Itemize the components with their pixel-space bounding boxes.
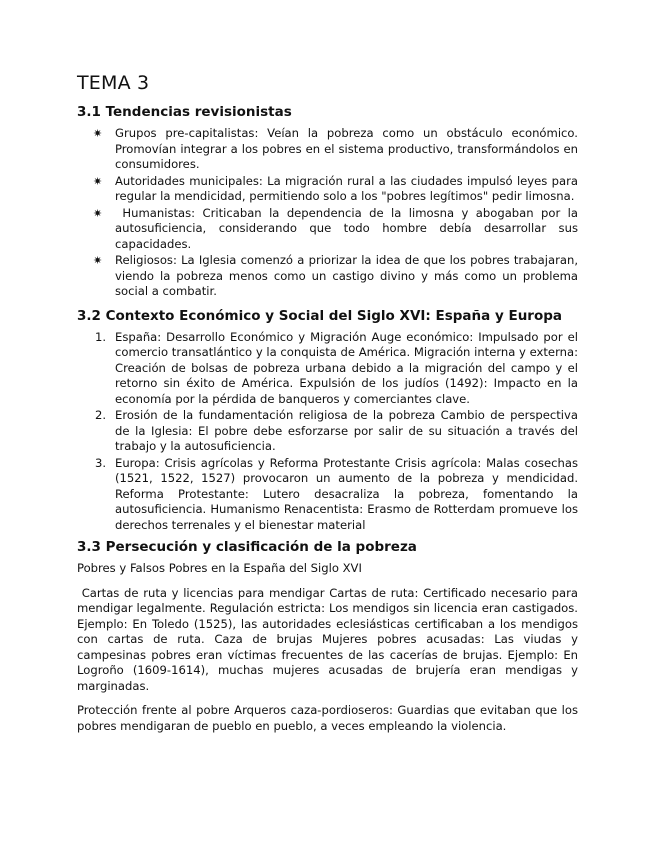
list-item (95, 408, 578, 455)
list-item (93, 205, 582, 253)
list-item-text: Religiosos: La Iglesia comenzó a priorizar la idea de que los pobres trabajaran, viendo la pobreza menos como un castigo divino y más como un problema social a combatir. (115, 253, 578, 298)
list-item-text: España: Desarrollo Económico y Migración Auge económico: Impulsado por el comercio transatlántico y la conquista de América. Migración interna y externa: Creación de bolsas de pobreza urbana debido a la migración del campo y el retorno sin éxito de América. Expulsión de los judíos (1492): Impacto en la economía por la pérdida de banqueros y comerciantes clave. (115, 329, 578, 406)
list-item-text: Grupos pre-capitalistas: Veían la pobreza como un obstáculo económico. Promovían integrar a los pobres en el sistema productivo, transformándolos en consumidores. (115, 126, 578, 171)
list-item (93, 126, 578, 173)
list-number: 3. (95, 455, 107, 470)
bullet-list-tendencias (77, 126, 582, 300)
list-item (95, 329, 578, 408)
section-heading-3-3: 3.3 Persecución y clasificación de la pobreza (77, 539, 417, 555)
list-item (93, 173, 578, 205)
paragraph-proteccion: Protección frente al pobre Arqueros caza-pordioseros: Guardias que evitaban que los pobres mendigaran de pueblo en pueblo, a veces empleando la violencia. (77, 703, 578, 733)
paragraph-cartas-de-ruta: Cartas de ruta y licencias para mendigar Cartas de ruta: Certificado necesario para mendigar legalmente. Regulación estricta: Los mendigos sin licencia eran castigados. Ejemplo: En Toledo (1525), las autoridades eclesiásticas certificaban a los mendigos con cartas de ruta. Caza de brujas Mujeres pobres acusadas: Las viudas y campesinas pobres eran víctimas frecuentes de las cacerías de brujas. Ejemplo: En Logroño (1609-1614), muchas mujeres acusadas de brujería eran mendigas y marginadas. (77, 585, 582, 693)
asterisk-bullet-icon: ✷ (93, 254, 103, 267)
list-item-text: Humanistas: Criticaban la dependencia de la limosna y abogaban por la autosuficiencia, considerando que todo hombre debía desarrollar sus capacidades. (115, 205, 582, 251)
document-title: TEMA 3 (77, 72, 150, 94)
section-heading-3-1: 3.1 Tendencias revisionistas (77, 104, 292, 120)
asterisk-bullet-icon: ✷ (93, 127, 103, 140)
list-item-text: Autoridades municipales: La migración rural a las ciudades impulsó leyes para regular la mendicidad, permitiendo solo a los "pobres legítimos" pedir limosna. (115, 173, 578, 203)
asterisk-bullet-icon: ✷ (93, 206, 103, 220)
paragraph-subtitle: Pobres y Falsos Pobres en la España del Siglo XVI (77, 561, 362, 575)
asterisk-bullet-icon: ✷ (93, 174, 103, 188)
list-item-text: Europa: Crisis agrícolas y Reforma Protestante Crisis agrícola: Malas cosechas (1521, 1522, 1527) provocaron un aumento de la pobreza y mendicidad. Reforma Protestante: Lutero desacraliza la pobreza, fomentando la autosuficiencia. Humanismo Renacentista: Erasmo de Rotterdam promueve los derechos terrenales y el bienestar material (115, 455, 578, 532)
list-item (93, 253, 578, 300)
list-item-text: Erosión de la fundamentación religiosa de la pobreza Cambio de perspectiva de la Iglesia: El pobre debe esforzarse por salir de su situación a través del trabajo y la autosuficiencia. (115, 408, 578, 453)
list-item (95, 455, 578, 534)
section-heading-3-2: 3.2 Contexto Económico y Social del Siglo XVI: España y Europa (77, 307, 563, 324)
numbered-list-contexto (77, 330, 578, 534)
list-number: 2. (95, 408, 107, 422)
list-number: 1. (95, 329, 107, 344)
document-page (77, 72, 582, 743)
